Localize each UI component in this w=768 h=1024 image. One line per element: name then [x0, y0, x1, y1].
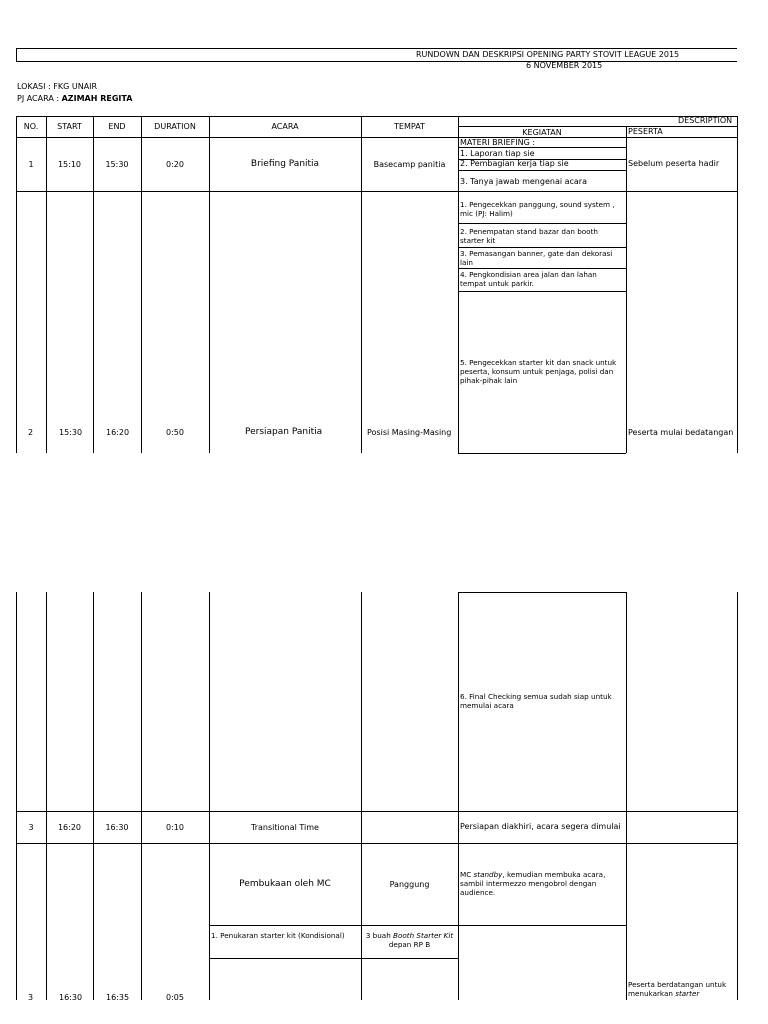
row4-sub-rule — [209, 925, 627, 926]
row1-end: 15:30 — [105, 159, 129, 169]
k1-rule-a — [458, 147, 626, 148]
row1-duration: 0:20 — [166, 159, 184, 169]
col-header-duration: DURATION — [154, 122, 196, 131]
row4-kegiatan: MC standby, kemudian membuka acara, sambil intermezzo mengobrol dengan audience. — [460, 870, 606, 897]
k2-rule-a — [458, 223, 626, 224]
row2-start: 15:30 — [59, 428, 83, 437]
row4-acara: Pembukaan oleh MC — [239, 879, 331, 889]
row4-no: 3 — [28, 993, 34, 1002]
col-rule-8b — [737, 592, 738, 1000]
k2-rule-b — [458, 247, 626, 248]
row1-peserta: Sebelum peserta hadir — [628, 159, 720, 168]
pj-acara — [17, 94, 132, 103]
document-date: 6 NOVEMBER 2015 — [526, 61, 603, 70]
k2-rule-e — [458, 453, 626, 454]
col-rule-6a — [458, 116, 459, 453]
row2-kegiatan-3: 4. Pengkondisian area jalan dan lahan tempat untuk parkir. — [460, 270, 597, 288]
row1-no: 1 — [28, 159, 34, 169]
row2-tempat: Posisi Masing-Masing — [367, 428, 452, 437]
col-rule-3b — [141, 592, 142, 1000]
col-rule-0b — [16, 592, 17, 1000]
row3-start: 16:20 — [57, 822, 82, 832]
row1-start: 15:10 — [57, 159, 82, 169]
row4-end: 16:35 — [106, 993, 130, 1002]
row2-kegiatan-0: 1. Pengecekkan panggung, sound system , mic (PJ: Halim) — [460, 200, 615, 218]
row2-peserta: Peserta mulai bedatangan — [628, 428, 734, 437]
row1-tempat: Basecamp panitia — [373, 159, 446, 169]
row2-kegiatan-1: 2. Penempatan stand bazar dan booth starter kit — [460, 227, 598, 245]
title-bottom-rule — [16, 61, 737, 62]
col-rule-7a — [626, 126, 627, 453]
col-rule-6b — [458, 592, 459, 1000]
pj-label: PJ ACARA : — [17, 94, 62, 103]
col-rule-2b — [93, 592, 94, 1000]
row2-duration: 0:50 — [166, 428, 184, 437]
col-header-tempat: TEMPAT — [394, 122, 425, 131]
title-top-rule — [16, 48, 737, 49]
col-rule-8a — [737, 116, 738, 453]
row3-acara: Transitional Time — [251, 822, 319, 832]
row1-kegiatan-3: 3. Tanya jawab mengenai acara — [460, 177, 587, 186]
col-header-no: NO. — [23, 122, 39, 131]
row2-kegiatan-2: 3. Pemasangan banner, gate dan dekorasi lain — [460, 249, 613, 267]
row2-kegiatan-5: 6. Final Checking semua sudah siap untuk memulai acara — [460, 692, 612, 710]
row3-end: 16:30 — [105, 822, 129, 832]
col-header-kegiatan: KEGIATAN — [522, 127, 562, 137]
row4-sub-acara: 1. Penukaran starter kit (Kondisional) — [211, 931, 345, 940]
k2-rule-c — [458, 268, 626, 269]
row2-no: 2 — [28, 428, 34, 437]
row3-duration: 0:10 — [166, 822, 184, 832]
row3-no: 3 — [28, 822, 34, 832]
col-header-start: START — [57, 122, 82, 131]
row4-duration: 0:05 — [166, 993, 184, 1002]
col-rule-1b — [46, 592, 47, 1000]
row2-acara: Persiapan Panitia — [245, 427, 323, 437]
row1-bottom-rule — [16, 191, 737, 192]
k2-rule-d — [458, 291, 626, 292]
col-rule-5b — [361, 592, 362, 1000]
row1-kegiatan-1: 1. Laporan tiap sie — [460, 149, 535, 158]
col-header-peserta: PESERTA — [628, 127, 663, 136]
row1-kegiatan-2: 2. Pembagian kerja tiap sie — [460, 159, 569, 168]
k2-rule-f — [458, 592, 626, 593]
row2-kegiatan-4: 5. Pengecekkan starter kit dan snack untuk peserta, konsum untuk penjaga, polisi dan pihak-pihak lain — [460, 358, 617, 385]
col-rule-7b — [626, 592, 627, 1000]
row4-peserta: Peserta berdatangan untuk menukarkan starter — [628, 980, 727, 998]
col-header-description: DESCRIPTION — [678, 116, 733, 125]
col-rule-4b — [209, 592, 210, 1000]
pj-name: AZIMAH REGITA — [61, 94, 133, 103]
document-title: RUNDOWN DAN DESKRIPSI OPENING PARTY STOVIT LEAGUE 2015 — [416, 50, 680, 59]
k1-rule-c — [458, 170, 626, 171]
lokasi-label: LOKASI : FKG UNAIR — [17, 82, 98, 91]
row1-kegiatan-0: MATERI BRIEFING : — [460, 138, 535, 147]
title-left-rule — [16, 48, 17, 62]
row4-tempat: Panggung — [389, 879, 430, 889]
row4-sub-rule-b — [209, 958, 458, 959]
row4-sub-tempat: 3 buah Booth Starter Kit depan RP B — [365, 931, 454, 949]
row3-kegiatan-0: Persiapan diakhiri, acara segera dimulai — [460, 822, 621, 831]
col-header-acara: ACARA — [271, 122, 299, 131]
row1-acara: Briefing Panitia — [250, 159, 320, 169]
row3-tempat — [361, 811, 458, 843]
row4-start: 16:30 — [59, 993, 83, 1002]
row2-end: 16:20 — [106, 428, 130, 437]
col-header-end: END — [108, 122, 126, 131]
